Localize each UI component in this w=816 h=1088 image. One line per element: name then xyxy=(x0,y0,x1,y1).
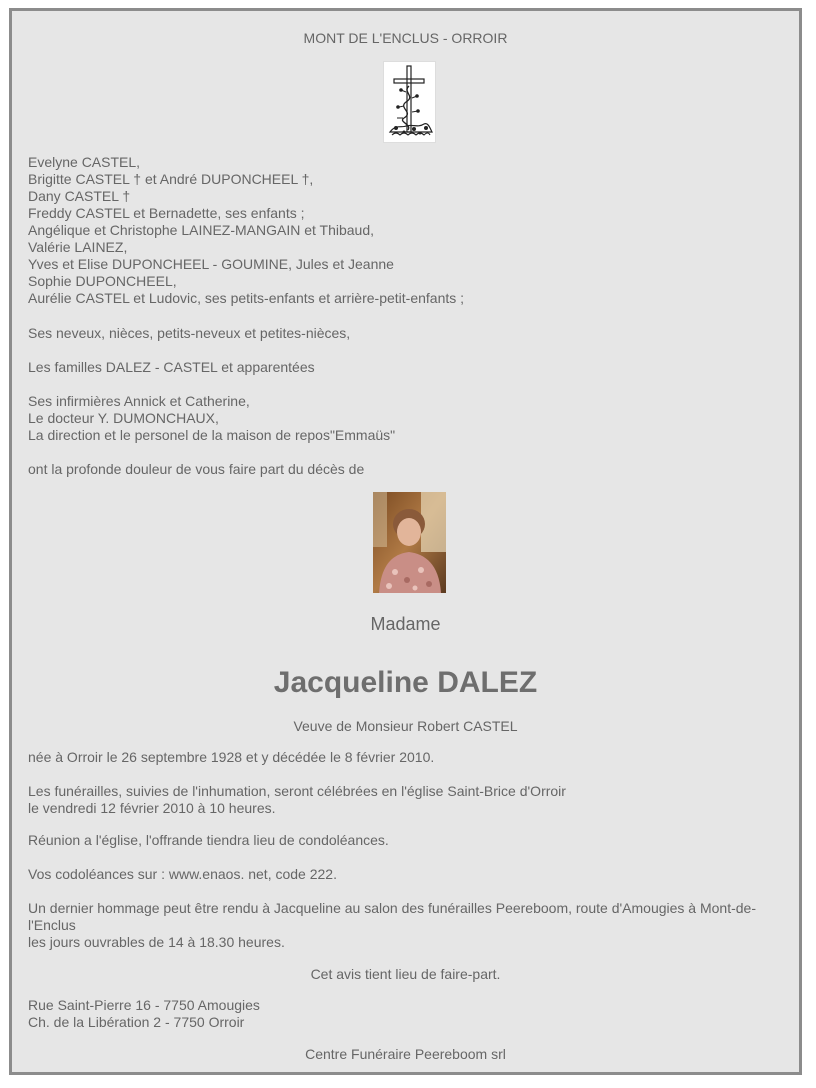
family-list: Evelyne CASTEL, Brigitte CASTEL † et André DUPONCHEEL †, Dany CASTEL † Freddy CASTEL et Bernadette, ses enfants ; Angélique et Christophe LAINEZ-MANGAIN et Thibaud, Valérie LAINEZ, Yves et Elise DUPONCHEEL - GOUMINE, Jules et Jeanne Sophie DUPONCHEEL, Aurélie CASTEL et Ludovic, ses petits-enfants et arrière-petit-enfants ; xyxy=(28,154,465,306)
condolences-line: Vos codoléances sur : www.enaos. net, code 222. xyxy=(28,866,337,882)
portrait-photo xyxy=(373,492,446,593)
obituary-card xyxy=(9,8,802,1075)
deceased-title: Madame xyxy=(370,614,441,634)
birth-death-line: née à Orroir le 26 septembre 1928 et y décédée le 8 février 2010. xyxy=(28,749,435,765)
deceased-name: Jacqueline DALEZ xyxy=(273,666,538,699)
cross-with-flowers-icon xyxy=(383,61,436,143)
funeral-details: Les funérailles, suivies de l'inhumation, seront célébrées en l'église Saint-Brice d'Orroir le vendredi 12 février 2010 à 10 heures. xyxy=(28,783,566,816)
announcement-line: ont la profonde douleur de vous faire part du décès de xyxy=(28,461,365,477)
homage-details: Un dernier hommage peut être rendu à Jacqueline au salon des funérailles Peereboom, route d'Amougies à Mont-de-l'Enclus les jours ouvrables de 14 à 18.30 heures. xyxy=(28,900,756,950)
meeting-line: Réunion a l'église, l'offrande tiendra lieu de condoléances. xyxy=(28,832,389,848)
nephews-line: Ses neveux, nièces, petits-neveux et petites-nièces, xyxy=(28,325,351,341)
header-place: MONT DE L'ENCLUS - ORROIR xyxy=(303,30,508,46)
address-block: Rue Saint-Pierre 16 - 7750 Amougies Ch. de la Libération 2 - 7750 Orroir xyxy=(28,997,260,1030)
carers-list: Ses infirmières Annick et Catherine, Le docteur Y. DUMONCHAUX, La direction et le personel de la maison de repos"Emmaüs" xyxy=(28,393,396,443)
widow-line: Veuve de Monsieur Robert CASTEL xyxy=(293,718,518,734)
notice-line: Cet avis tient lieu de faire-part. xyxy=(310,966,501,982)
company-line: Centre Funéraire Peereboom srl xyxy=(305,1046,506,1062)
families-line: Les familles DALEZ - CASTEL et apparentées xyxy=(28,359,315,375)
